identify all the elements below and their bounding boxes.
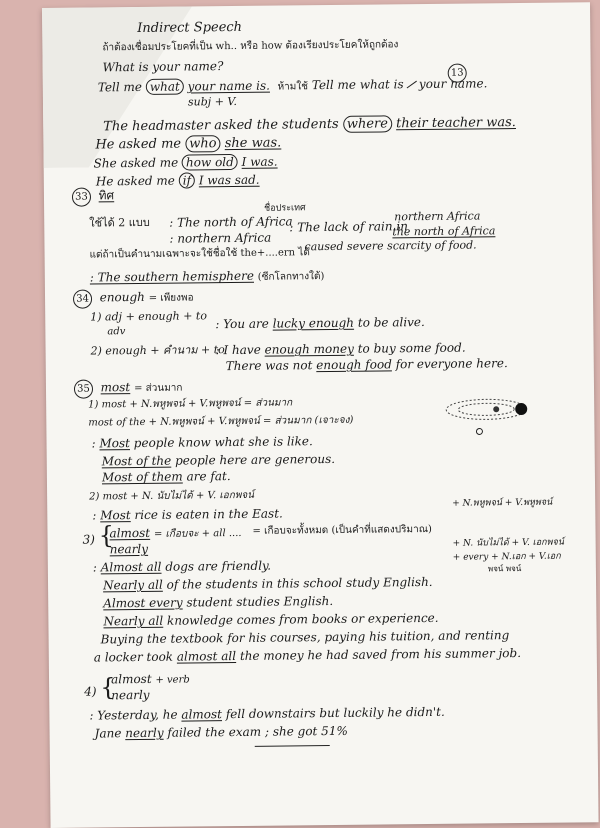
section-35-example-11: Jane nearly failed the exam ; she got 51%	[94, 723, 348, 741]
section-35-rule-2: 2) most + N. นับไม่ได้ + V. เอกพจน์	[89, 489, 255, 503]
section-35-rule-1b: most of the + N.พหูพจน์ + V.พหูพจน์ = ส่วนมาก (เจาะจง)	[88, 414, 354, 429]
section-33-example-cont: caused severe scarcity of food.	[304, 238, 477, 254]
intro-example-4: He asked me if I was sad.	[95, 172, 260, 189]
page-title: Indirect Speech	[137, 19, 243, 37]
section-35-header: 35 most = ส่วนมาก	[74, 379, 183, 399]
intro-example-3: She asked me how old I was.	[93, 154, 278, 171]
intro-example-1: The headmaster asked the students where their teacher was.	[103, 115, 516, 135]
closing-underline	[255, 745, 330, 747]
section-33-note: ชื่อประเทศ	[264, 203, 306, 214]
section-35-example-5: : Almost all dogs are friendly.	[92, 558, 272, 575]
section-34-example-2: : I have enough money to buy some food.	[215, 340, 466, 358]
section-35-example-9b: a locker took almost all the money he had saved from his summer job.	[93, 646, 522, 665]
section-35-example-3: Most of them are fat.	[101, 469, 231, 485]
section-35-rule-1: 1) most + N.พหูพจน์ + V.พหูพจน์ = ส่วนมาก	[88, 397, 293, 411]
section-35-example-8: Nearly all knowledge comes from books or experience.	[103, 610, 439, 629]
page-number: 13	[448, 64, 467, 83]
section-35-rule-3-nearly: nearly	[109, 541, 149, 557]
section-33-header: 33 ทิศ	[72, 187, 114, 206]
section-34-rule-1-adv: adv	[107, 326, 126, 338]
section-35-example-9: Buying the textbook for his courses, paying his tuition, and renting	[100, 628, 510, 647]
section-35-rule-4-almost: almost + verb	[110, 671, 190, 687]
section-35-rule-4: 4) {	[84, 673, 116, 702]
section-35-rule-3: 3) {	[82, 521, 115, 550]
section-35-rule-3-th: = เกือบจะทั้งหมด (เป็นคำที่แสดงปริมาณ)	[252, 523, 432, 537]
section-34-header: 34 enough = เพียงพอ	[73, 288, 194, 308]
section-35-side-note-2: + N. นับไม่ได้ + V. เอกพจน์	[452, 537, 565, 549]
intro-subj-v: subj + V.	[187, 94, 237, 109]
section-35-example-2: Most of the people here are generous.	[101, 451, 336, 469]
section-35-rule-3-almost: almost = เกือบจะ + all ....	[109, 525, 242, 541]
section-35-example-4: : Most rice is eaten in the East.	[92, 506, 283, 523]
section-33-rule: แต่ถ้าเป็นคำนามเฉพาะจะใช้ชื่อใช้ the+....ern ได้	[89, 247, 310, 261]
section-33-example: : The lack of rain in	[289, 219, 409, 235]
section-34-example-1: : You are lucky enough to be alive.	[215, 315, 425, 332]
section-35-example-6: Nearly all of the students in this school study English.	[102, 574, 433, 593]
section-33-option-2: the north of Africa	[392, 224, 496, 239]
section-35-side-note-3b: พจน์ พจน์	[487, 564, 522, 574]
intro-question: What is your name?	[102, 59, 224, 75]
section-33-southern: : The southern hemisphere (ซีกโลกทางใต้)	[89, 268, 325, 285]
section-35-side-note-3: + every + N.เอก + V.เอก	[452, 551, 561, 563]
section-33-two-ways: ใช้ได้ 2 แบบ	[89, 215, 150, 230]
section-35-rule-4-nearly: nearly	[111, 687, 150, 703]
section-34-rule-1: 1) adj + enough + to	[90, 309, 207, 324]
section-33-option-1: northern Africa	[394, 209, 481, 224]
intro-example-2: He asked me who she was.	[95, 135, 282, 153]
section-34-rule-2: 2) enough + คำนาม + to	[90, 343, 225, 358]
intro-tell-line: Tell me what your name is. ห้ามใช้ Tell me what is your name.	[97, 76, 488, 95]
note-page	[42, 2, 599, 828]
section-33-form-a: : The north of Africa	[169, 214, 293, 230]
intro-rule: ถ้าต้องเชื่อมประโยคที่เป็น wh.. หรือ how ต้องเรียงประโยคให้ถูกต้อง	[102, 39, 399, 54]
section-35-side-note-1: + N.พหูพจน์ + V.พหูพจน์	[452, 497, 553, 509]
section-35-example-7: Almost every student studies English.	[103, 593, 334, 611]
section-35-example-10: : Yesterday, he almost fell downstairs but luckily he didn't.	[89, 704, 445, 723]
solar-system-sketch	[441, 387, 542, 448]
section-33-form-b: : northern Africa	[169, 230, 272, 246]
section-35-example-1: : Most people know what she is like.	[91, 434, 313, 451]
section-34-example-3: There was not enough food for everyone here.	[225, 356, 508, 374]
